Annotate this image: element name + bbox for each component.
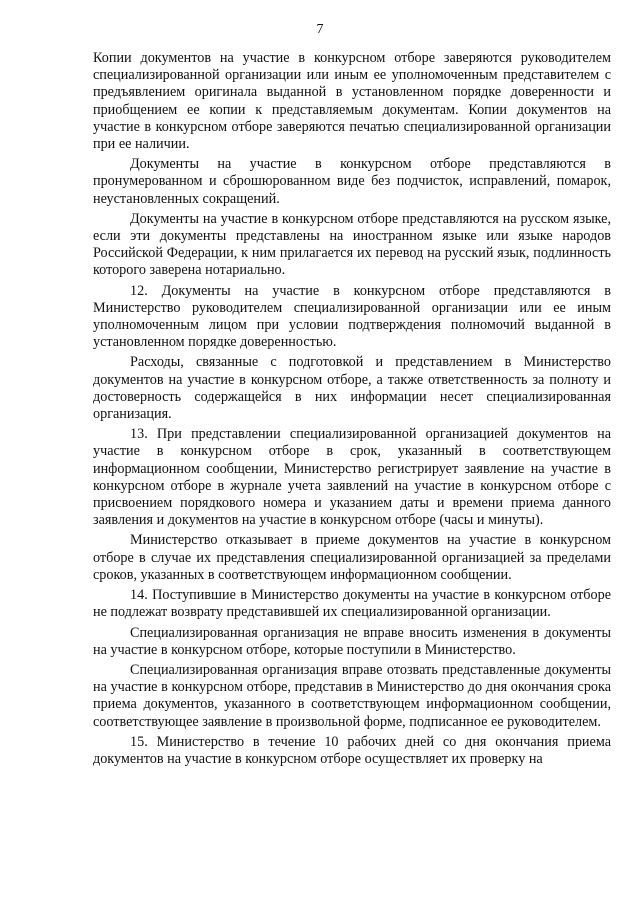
paragraph: 13. При представлении специализированной организацией документов на участие в конкурсном отборе в срок, указанный в соответствующем информационном сообщении, Министерство регистрирует заявление на участие в конкурсном отборе в журнале учета заявлений на участие в конкурсном отборе с присвоением порядкового номера и указанием даты и времени приема данного заявления и документов на участие в конкурсном отборе (часы и минуты). [93, 426, 611, 529]
paragraph: Расходы, связанные с подготовкой и представлением в Министерство документов на участие в конкурсном отборе, а также ответственность за полноту и достоверность содержащейся в них информации несет специализированная организация. [93, 354, 611, 423]
paragraph: 12. Документы на участие в конкурсном отборе представляются в Министерство руководителем специализированной организации или ее иным уполномоченным лицом при условии подтверждения полномочий выданной в установленном порядке доверенностью. [93, 282, 611, 351]
paragraph: Документы на участие в конкурсном отборе представляются в пронумерованном и сброшюрованном виде без подчисток, исправлений, помарок, неустановленных сокращений. [93, 156, 611, 207]
paragraph: Специализированная организация вправе отозвать представленные документы на участие в конкурсном отборе, представив в Министерство до дня окончания срока приема документов, указанного в соответствующем информационном сообщении, соответствующее заявление в произвольной форме, подписанное ее руководителем. [93, 661, 611, 730]
paragraph: 15. Министерство в течение 10 рабочих дней со дня окончания приема документов на участие в конкурсном отборе осуществляет их проверку на [93, 733, 611, 767]
paragraph: Документы на участие в конкурсном отборе представляются на русском языке, если эти документы представлены на иностранном языке или языке народов Российской Федерации, к ним прилагается их перевод на русский язык, подлинность которого заверена нотариально. [93, 210, 611, 279]
paragraph: Специализированная организация не вправе вносить изменения в документы на участие в конкурсном отборе, которые поступили в Министерство. [93, 624, 611, 658]
page-number: 7 [316, 22, 324, 37]
document-body [93, 50, 611, 771]
paragraph: Копии документов на участие в конкурсном отборе заверяются руководителем специализированной организации или иным ее уполномоченным представителем с предъявлением оригинала выданной в установленном порядке доверенности и приобщением ее копии к представляемым документам. Копии документов на участие в конкурсном отборе заверяются печатью специализированной организации при ее наличии. [93, 50, 611, 153]
paragraph: Министерство отказывает в приеме документов на участие в конкурсном отборе в случае их представления специализированной организацией за пределами сроков, указанных в соответствующем информационном сообщении. [93, 532, 611, 583]
paragraph: 14. Поступившие в Министерство документы на участие в конкурсном отборе не подлежат возврату представившей их специализированной организации. [93, 587, 611, 621]
